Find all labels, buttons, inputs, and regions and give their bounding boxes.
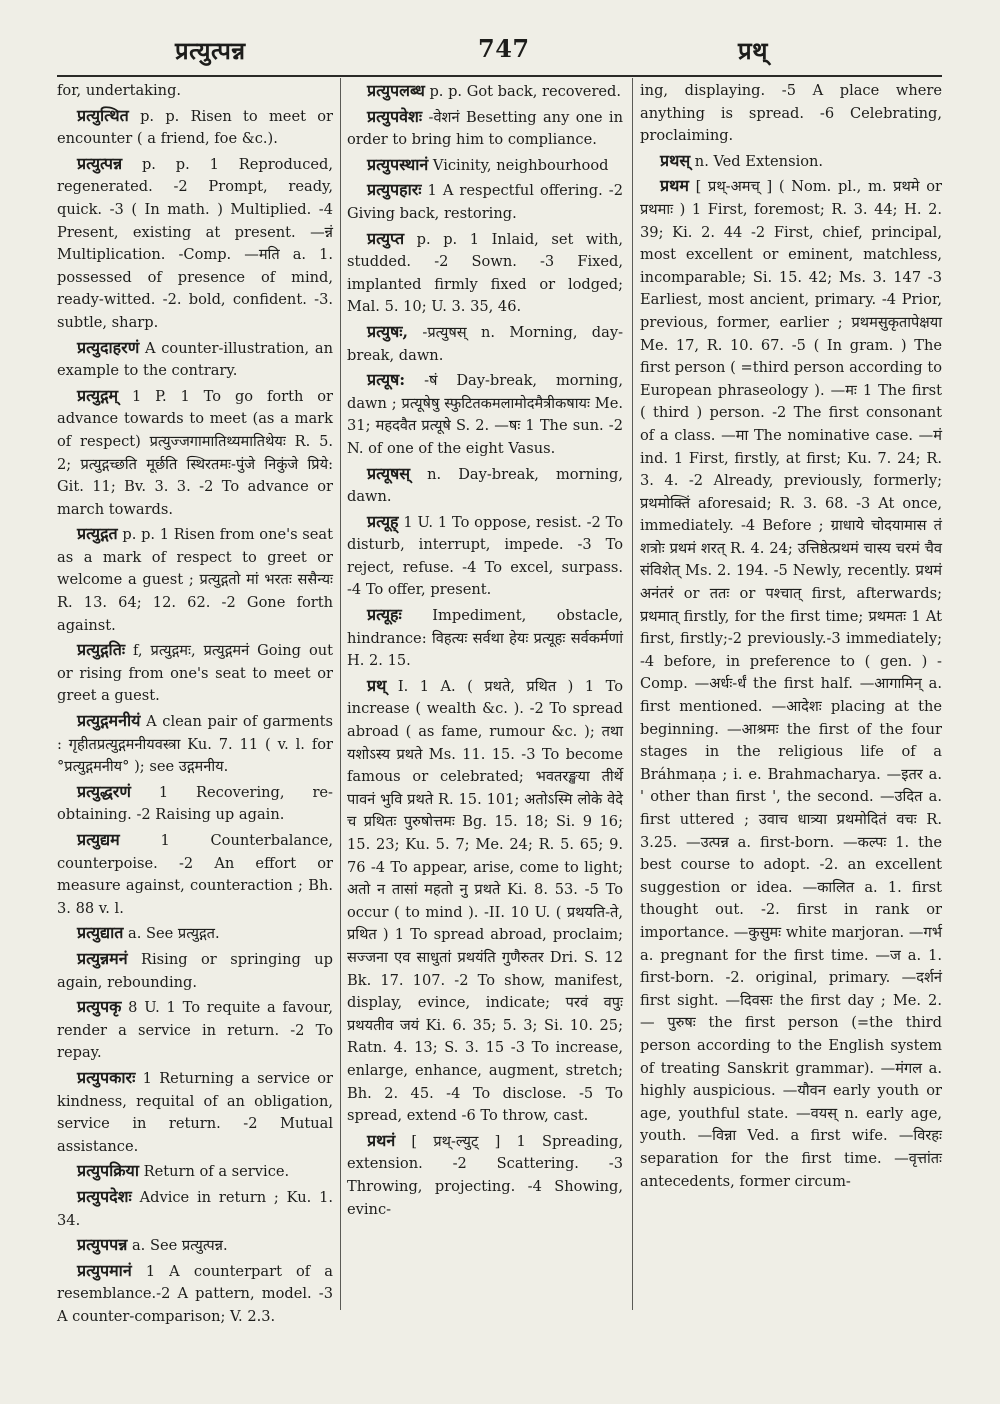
entry-definition: Rising or springing up again, rebounding. xyxy=(57,950,333,991)
entry-headword: प्रत्युद्गम् xyxy=(77,385,119,405)
entry-headword: प्रत्युपपन्न xyxy=(77,1235,128,1255)
entry-definition: p. p. 1 Risen from one's seat as a mark of respect to greet or welcome a guest ; प्रत्युद्गतो मां भरतः ससैन्यः R. 13. 64; 12. 62. -2 Gone forth against. xyxy=(57,526,334,634)
entry-definition: 1 Recovering, re-obtaining. -2 Raising up again. xyxy=(57,783,333,824)
dictionary-entry xyxy=(57,385,333,522)
entry-definition: Return of a service. xyxy=(143,1163,290,1181)
column-divider xyxy=(632,78,633,1310)
dictionary-entry xyxy=(347,675,623,1128)
dictionary-entry xyxy=(347,228,623,319)
entry-headword: प्रत्युद्गतिः xyxy=(77,640,126,660)
entry-definition: A clean pair of garments : गृहीतप्रत्युद्गमनीयवस्त्रा Ku. 7. 11 ( v. l. for °प्रत्युद्गमनीय° ); see उद्गमनीय. xyxy=(57,713,334,776)
entry-headword: प्रत्यूह् xyxy=(367,511,399,531)
entry-headword: प्रत्युपहारः xyxy=(367,180,422,200)
entry-definition: ing, displaying. -5 A place where anything is spread. -6 Celebrating, proclaiming. xyxy=(640,82,942,145)
entry-headword: प्रत्युद्यम xyxy=(77,830,120,849)
dictionary-entry xyxy=(347,80,623,104)
dictionary-entry xyxy=(347,463,623,509)
entry-definition: a. See प्रत्युत्पन्न. xyxy=(131,1237,228,1255)
dictionary-entry xyxy=(57,639,333,708)
dictionary-entry xyxy=(347,511,623,602)
entry-definition: Impediment, obstacle, hindrance: विहत्यः सर्वथा हेयः प्रत्यूहः सर्वकर्मणां H. 2. 15. xyxy=(347,607,623,670)
entry-headword: प्रत्युपकृ xyxy=(77,997,122,1017)
column-1 xyxy=(57,80,334,1325)
dictionary-entry xyxy=(347,369,623,460)
dictionary-entry xyxy=(347,179,623,225)
entry-definition: 1 P. 1 To go forth or advance towards to meet (as a mark of respect) प्रत्युज्जगामातिथ्यमातिथेयः R. 5. 2; प्रत्युद्गच्छति मूर्छति स्थिरतमः-पुंजे निकुंजे प्रिये: Git. 11; Bv. 3. 3. -2 To advance or march towards. xyxy=(57,387,334,518)
entry-headword: प्रत्युषः, xyxy=(367,321,409,341)
dictionary-entry xyxy=(57,710,333,779)
dictionary-entry xyxy=(57,523,333,637)
dictionary-entry xyxy=(640,175,942,1193)
running-head-left: प्रत्युत्पन्न xyxy=(175,36,246,65)
entry-definition: -वेशनं Besetting any one in order to bring him to compliance. xyxy=(347,108,623,149)
dictionary-entry xyxy=(57,1160,333,1184)
entry-headword: प्रत्यूहः xyxy=(367,605,402,625)
entry-definition: n. Day-break, morning, dawn. xyxy=(347,465,624,506)
entry-headword: प्रत्युपदेशः xyxy=(77,1186,132,1206)
dictionary-entry xyxy=(347,321,623,367)
entry-headword: प्रथनं xyxy=(367,1130,396,1150)
entry-headword: प्रत्युद्यात xyxy=(77,923,124,943)
entry-definition: Advice in return ; Ku. 1. 34. xyxy=(57,1188,334,1229)
entry-definition: -प्रत्युषस् n. Morning, day-break, dawn. xyxy=(347,323,624,364)
dictionary-entry xyxy=(347,1130,623,1221)
dictionary-entry xyxy=(347,604,623,673)
dictionary-entry xyxy=(347,154,623,178)
entry-definition: I. 1 A. ( प्रथते, प्रथित ) 1 To increase ( wealth &c. ). -2 To spread abroad ( as fame, rumour &c. ); तथा यशोऽस्य प्रथते Ms. 11. 15. -3 To become famous or celebrated; भवतरङ्खया तीर्थे पावनं भुवि प्रथते R. 15. 101; अतोऽस्मि लोके वेदे च प्रथितः पुरुषोत्तमः Bg. 15. 18; Si. 9 16; 15. 23; Ku. 5. 7; Me. 24; R. 5. 65; 9. 76 -4 To appear, arise, come to light; अतो न तासां महतो नु प्रथते Ki. 8. 53. -5 To occur ( to mind ). -II. 10 U. ( प्रथयति-ते, प्रथित ) 1 To spread abroad, proclaim; सज्जना एव साधुतां प्रथयंति गुणैरुतर Dri. S. 12 Bk. 17. 107. -2 To show, manifest, display, evince, indicate; परवं वपुः प्रथयतीव जयं Ki. 6. 35; 5. 3; Si. 10. 25; Ratn. 4. 13; S. 3. 15 -3 To increase, enlarge, enhance, augment, stretch; Bh. 2. 45. -4 To disclose. -5 To spread, extend -6 To throw, cast. xyxy=(347,677,623,1125)
entry-definition: 1 A counterpart of a resemblance.-2 A pattern, model. -3 A counter-comparison; V. 2.3. xyxy=(57,1262,333,1325)
entry-headword: प्रत्युपमानं xyxy=(77,1260,132,1280)
entry-headword: प्रत्युपक्रिया xyxy=(77,1161,139,1181)
entry-definition: p. p. 1 Reproduced, regenerated. -2 Prompt, ready, quick. -3 ( In math. ) Multiplied. -4 Present, existing at present. —न्नं Multiplication. -Comp. —मति a. 1. possessed of presence of mind, ready-witted. -2. bold, confident. -3. subtle, sharp. xyxy=(57,155,333,331)
entry-headword: प्रत्युत्थित xyxy=(77,105,129,125)
dictionary-entry xyxy=(347,106,623,152)
dictionary-entry xyxy=(640,150,942,174)
entry-headword: प्रत्युत्पन्न xyxy=(77,153,123,173)
dictionary-entry xyxy=(57,80,333,103)
dictionary-entry xyxy=(57,337,333,383)
dictionary-entry xyxy=(57,105,333,151)
dictionary-entry xyxy=(57,922,333,946)
entry-headword: प्रत्युद्धरणं xyxy=(77,781,131,801)
dictionary-entry xyxy=(57,1260,333,1329)
entry-headword: प्रत्युन्नमनं xyxy=(77,948,128,968)
entry-definition: for, undertaking. xyxy=(57,82,182,99)
entry-definition: p. p. Got back, recovered. xyxy=(429,83,622,100)
entry-headword: प्रत्युद्गत xyxy=(77,524,118,544)
dictionary-entry xyxy=(640,80,942,148)
entry-headword: प्रत्युप्त xyxy=(367,228,405,248)
header-rule xyxy=(57,75,942,77)
column-divider xyxy=(340,78,341,1310)
page-number: 747 xyxy=(478,34,530,63)
entry-definition: n. Ved Extension. xyxy=(694,152,824,170)
entry-definition: [ प्रथ्-अमच् ] ( Nom. pl., m. प्रथमे or प्रथमाः ) 1 First, foremost; R. 3. 44; H. 2. 39; Ki. 2. 44 -2 First, chief, principal, most excellent or eminent, matchless, incomparable; Si. 15. 42; Ms. 3. 147 -3 Earliest, most ancient, primary. -4 Prior, previous, former, earlier ; प्रथमसुकृतापेक्षया Me. 17, R. 10. 67. -5 ( In gram. ) The first person ( =third person according to European phraseology ). —मः 1 The first ( third ) person. -2 The first consonant of a class. —मा The nominative case. —मं ind. 1 First, firstly, at first; Ku. 7. 24; R. 3. 4. -2 Already, previously, formerly; प्रथमोक्तिं aforesaid; R. 3. 68. -3 At once, immediately. -4 Before ; ग्राधाये चोदयामास तं शत्रोः प्रथमं शरत् R. 4. 24; उत्तिष्ठेत्प्रथमं चास्य चरमं चैव संविशेत् Ms. 2. 194. -5 Newly, recently. प्रथमं अनंतरं or ततः or पश्चात् first, afterwards; प्रथमात् firstly, for the first time; प्रथमतः 1 At first, firstly;-2 previously.-3 immediately; -4 before, in preference to ( gen. ) -Comp. —अर्धः-र्धं the first half. —आगामिन् a. first mentioned. —आदेशः placing at the beginning. —आश्रमः the first of the four stages in the religious life of a Bráhmaṇa ; i. e. Brahmacharya. —इतर a. ' other than first ', the second. —उदित a. first uttered ; उवाच धात्र्या प्रथमोदितं वचः R. 3.25. —उत्पन्न a. first-born. —कल्पः 1. the best course to adopt. -2. an excellent suggestion or idea. —कालित a. 1. first thought out. -2. first in rank or importance. —कुसुमः white marjoran. —गर्भ a. pregnant for the first time. —ज a. 1. first-born. -2. original, primary. —दर्शनं first sight. —दिवसः the first day ; Me. 2. — पुरुषः the first person (=the third person according to the English system of treating Sanskrit grammar). —मंगल a. highly auspicious. —यौवन early youth or age, youthful state. —वयस् n. early age, youth. —विन्ना Ved. a first wife. —विरहः separation for the first time. —वृत्तांतः antecedents, former circum- xyxy=(640,178,942,1190)
entry-definition: a. See प्रत्युद्गत. xyxy=(128,925,220,943)
dictionary-entry xyxy=(57,153,333,335)
entry-definition: -षं Day-break, morning, dawn ; प्रत्यूषेषु स्फुटितकमलामोदमैत्रीकषायः Me. 31; महदवैत प्रत्यूषे S. 2. —षः 1 The sun. -2 N. of one of the eight Vasus. xyxy=(347,372,624,457)
entry-definition: [ प्रथ्-ल्युट् ] 1 Spreading, extension. -2 Scattering. -3 Throwing, projecting. -4 Showing, evinc- xyxy=(347,1132,623,1218)
entry-definition: 8 U. 1 To requite a favour, render a service in return. -2 To repay. xyxy=(57,999,334,1062)
entry-definition: p. p. 1 Inlaid, set with, studded. -2 Sown. -3 Fixed, implanted firmly fixed or lodged; Mal. 5. 10; U. 3. 35, 46. xyxy=(347,230,623,316)
entry-headword: प्रत्यूषस् xyxy=(367,463,411,483)
entry-headword: प्रथम xyxy=(660,176,689,196)
dictionary-entry xyxy=(57,829,333,920)
entry-headword: प्रत्युद्गमनीयं xyxy=(77,711,141,731)
column-3 xyxy=(640,80,942,1308)
entry-definition: A counter-illustration, an example to the contrary. xyxy=(57,339,334,380)
entry-headword: प्रत्यूष: xyxy=(367,370,406,390)
dictionary-entry xyxy=(57,1234,333,1258)
entry-definition: 1 A respectful offering. -2 Giving back, restoring. xyxy=(347,182,624,222)
running-head-right: प्रथ् xyxy=(738,36,768,65)
entry-headword: प्रथ् xyxy=(367,675,387,695)
entry-headword: प्रत्युदाहरणं xyxy=(77,337,140,357)
entry-headword: प्रत्युपस्थानं xyxy=(367,154,429,174)
entry-definition: Vicinity, neighbourhood xyxy=(432,156,609,174)
entry-headword: प्रथस् xyxy=(660,150,691,170)
entry-definition: p. p. Risen to meet or encounter ( a friend, foe &c.). xyxy=(57,107,333,148)
entry-definition: 1 U. 1 To oppose, resist. -2 To disturb, interrupt, impede. -3 To reject, refuse. -4 To excel, surpass. -4 To offer, present. xyxy=(347,513,624,599)
column-2 xyxy=(347,80,623,1308)
entry-headword: प्रत्युपलब्ध xyxy=(367,81,425,100)
entry-definition: 1 Returning a service or kindness, requital of an obligation, service in return. -2 Mutual assistance. xyxy=(57,1069,333,1155)
entry-definition: 1 Counterbalance, counterpoise. -2 An effort or measure against, counteraction ; Bh. 3. 88 v. l. xyxy=(57,832,333,917)
dictionary-entry xyxy=(57,781,333,827)
entry-headword: प्रत्युपवेशः xyxy=(367,106,423,126)
dictionary-entry xyxy=(57,948,333,994)
dictionary-entry xyxy=(57,996,333,1065)
dictionary-entry xyxy=(57,1067,333,1158)
entry-definition: f, प्रत्युद्गमः, प्रत्युद्गमनं Going out or rising from one's seat to meet or greet a guest. xyxy=(57,642,333,705)
dictionary-entry xyxy=(57,1186,333,1232)
entry-headword: प्रत्युपकारः xyxy=(77,1067,136,1087)
